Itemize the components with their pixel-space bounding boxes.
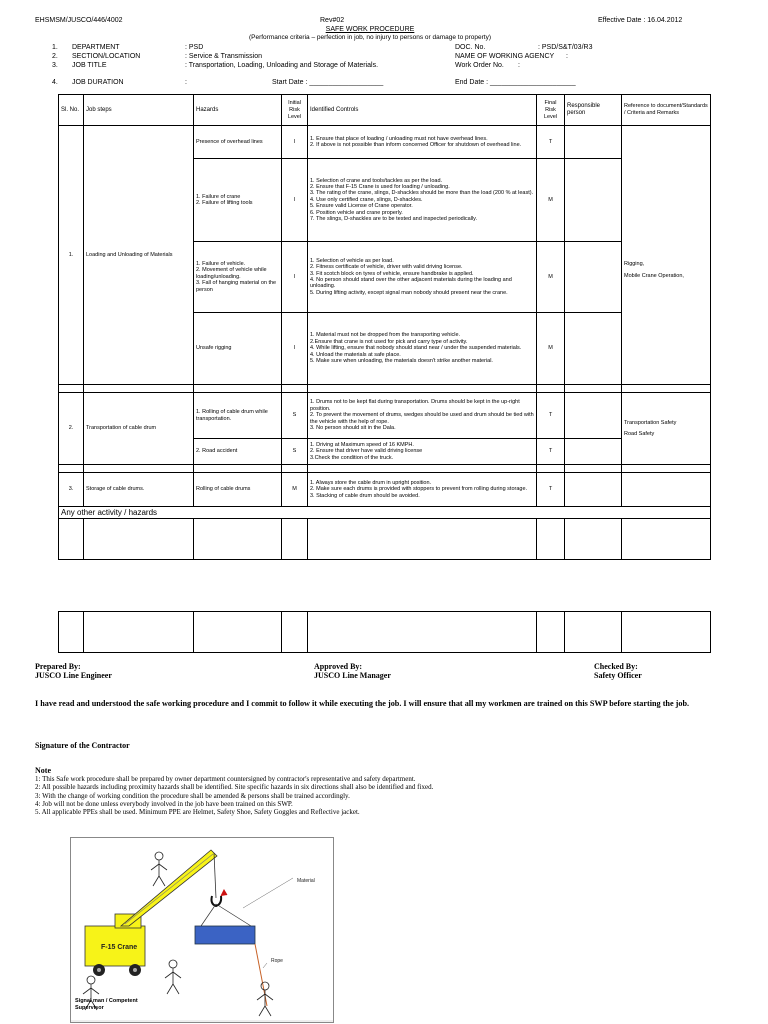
field-label-duration: JOB DURATION (72, 79, 124, 86)
field-value-agency: : (566, 53, 568, 60)
control-item: 2. Fitness certificate of vehicle, driver with valid driving license. (310, 264, 463, 271)
control-item: 2. If above is not possible than inform concerned Officer for shutdown of overhead line. (310, 142, 522, 148)
control-item: 1. Material must not be dropped from the transporting vehicle. (310, 332, 461, 339)
hazard-cell: 1. Failure of vehicle. 2. Movement of vehicle while loading/unloading. 3. Fall of hanging material on the person (194, 242, 282, 313)
job-step-cell: Storage of cable drums. (84, 473, 194, 507)
field-label-department: DEPARTMENT (72, 44, 120, 51)
control-item: 7. The slings, D-shackles are to be tested and inspected periodically. (310, 216, 478, 223)
field-num-1: 1. (52, 44, 58, 51)
crane-boom (121, 850, 217, 926)
field-num-3: 3. (52, 62, 58, 69)
final-risk-cell: M (537, 159, 565, 242)
approved-by-label: Approved By: (314, 662, 363, 671)
initial-risk-cell: I (282, 242, 308, 313)
responsible-cell (565, 126, 622, 159)
approved-by-value: JUSCO Line Manager (314, 671, 391, 680)
initial-risk-cell: M (282, 473, 308, 507)
field-label-section: SECTION/LOCATION (72, 53, 141, 60)
controls-cell (308, 313, 537, 385)
field-value-doc-no: : PSD/S&T/03/R3 (538, 44, 593, 51)
hazard-cell: Presence of overhead lines (194, 126, 282, 159)
final-risk-cell: T (537, 439, 565, 465)
reference-cell (622, 393, 711, 465)
control-item: 2. To prevent the movement of drums, wedges should be used and drum should be tied with the vehicle with the help of rope. (310, 412, 534, 425)
initial-risk-cell: S (282, 393, 308, 439)
reference-cell (622, 126, 711, 385)
field-num-4: 4. (52, 79, 58, 86)
field-num-2: 2. (52, 53, 58, 60)
final-risk-cell: M (537, 313, 565, 385)
hazard-cell: 1. Failure of crane 2. Failure of lifting tools (194, 159, 282, 242)
header-reference: Reference to document/Standards / Criteria and Remarks (622, 95, 711, 126)
controls-cell (308, 439, 537, 465)
control-item: 2. Make sure each drums is provided with stoppers to prevent from rolling during storage. (310, 486, 528, 493)
control-item: 3. Fit scotch block on tyres of vehicle, ensure handbrake is applied. (310, 270, 474, 277)
reference-item: Road Safety (624, 431, 655, 437)
header-responsible: Responsible person (565, 95, 622, 126)
control-item: 3. The rating of the crane, slings, D-shackles should be more than the load (200 % at least). (310, 190, 534, 197)
field-label-agency: NAME OF WORKING AGENCY (455, 53, 555, 60)
final-risk-cell: M (537, 242, 565, 313)
hazard-cell: 2. Road accident (194, 439, 282, 465)
header-controls: Identified Controls (308, 95, 537, 126)
hazard-cell: Rolling of cable drums (194, 473, 282, 507)
table-header-row (59, 95, 711, 126)
header-hazards: Hazards (194, 95, 282, 126)
table-row (59, 473, 711, 507)
hazard-cell: Unsafe rigging (194, 313, 282, 385)
material-block (195, 926, 255, 944)
hazard-cell: 1. Rolling of cable drum while transportation. (194, 393, 282, 439)
start-date: Start Date : ___________________ (272, 79, 384, 86)
header-initial: Initial Risk Level (282, 95, 308, 126)
table-row (59, 126, 711, 159)
responsible-cell (565, 473, 622, 507)
control-item: 1. Always store the cable drum in upright position. (310, 479, 432, 486)
prepared-by-label: Prepared By: (35, 662, 81, 671)
controls-cell (308, 126, 537, 159)
reference-item: Transportation Safety (624, 419, 677, 426)
final-risk-cell: T (537, 393, 565, 439)
final-risk-cell: T (537, 473, 565, 507)
signal-man-label: Signal man / Competent Supervisor (75, 998, 138, 1011)
doc-ref: EHSMSM/JUSCO/446/4002 (35, 17, 123, 24)
reference-item: Rigging, (624, 261, 645, 268)
reference-cell (622, 473, 711, 507)
control-item: 1. Ensure that place of loading / unloading must not have overhead lines. (310, 135, 488, 142)
responsible-cell (565, 393, 622, 439)
crane-diagram-svg (71, 838, 333, 1022)
sl-cell: 3. (59, 473, 84, 507)
field-label-work-order: Work Order No. (455, 62, 504, 69)
checked-by-label: Checked By: (594, 662, 638, 671)
field-label-doc-no: DOC. No. (455, 44, 486, 51)
control-item: 4. No person should stand over the other adjacent materials during the loading and unloading. (310, 277, 512, 290)
final-risk-cell: T (537, 126, 565, 159)
note-item: 4: Job will not be done unless everybody involved in the job have been trained on this SWP. (35, 799, 293, 808)
prepared-by-value: JUSCO Line Engineer (35, 671, 112, 680)
note-title: Note (35, 766, 51, 775)
responsible-cell (565, 159, 622, 242)
control-item: 3. No person should sit in the Dala. (310, 425, 396, 432)
swp-table (58, 94, 711, 560)
field-duration-colon: : (185, 79, 187, 86)
control-item: 5. During lifting activity, except signal man nobody should present near the crane. (310, 289, 508, 296)
controls-cell (308, 473, 537, 507)
job-step-cell: Transportation of cable drum (84, 393, 194, 465)
control-item: 2. Ensure that F-15 Crane is used for loading / unloading. (310, 183, 450, 190)
sl-cell: 1. (59, 126, 84, 385)
job-step-cell: Loading and Unloading of Materials (84, 126, 194, 385)
control-item: 4. Unload the materials at safe place. (310, 351, 401, 358)
responsible-cell (565, 439, 622, 465)
field-value-work-order: : (518, 62, 520, 69)
material-label: Material (297, 878, 315, 884)
field-label-job-title: JOB TITLE (72, 62, 107, 69)
blank-row (59, 612, 711, 653)
declaration-text: I have read and understood the safe working procedure and I commit to follow it while executing the job. I will ensure that all my workmen are trained on this SWP before starting the job. (35, 699, 690, 708)
rope-label: Rope (271, 958, 283, 964)
control-item: 1. Drums not to be kept flat during transportation. Drums should be kept in the up-right position. (310, 399, 520, 412)
note-item: 1: This Safe work procedure shall be prepared by owner department countersigned by contractor's representative and safety department. (35, 775, 416, 783)
field-value-department: : PSD (185, 44, 204, 51)
crane-label: F-15 Crane (101, 944, 138, 951)
blank-table (58, 611, 711, 653)
header-sl: Sl. No. (59, 95, 84, 126)
control-item: 2.Ensure that crane is not used for pick and carry type of activity. (310, 338, 468, 345)
control-item: 3. Stacking of cable drum should be avoided. (310, 492, 420, 499)
reference-item: Mobile Crane Operation, (624, 272, 684, 279)
spacer-row (59, 465, 711, 473)
effective-date: Effective Date : 16.04.2012 (598, 17, 683, 24)
person-icon (165, 960, 181, 994)
control-item: 2. Ensure that driver have valid driving license (310, 448, 423, 455)
note-list (35, 775, 755, 816)
spacer-row (59, 385, 711, 393)
field-value-section: : Service & Transmission (185, 53, 263, 60)
end-date: End Date : ______________________ (455, 79, 576, 86)
control-item: 1. Selection of crane and tools/tackles as per the load. (310, 177, 443, 184)
controls-cell (308, 242, 537, 313)
note-item: 2: All possible hazards including proximity hazards shall be identified. Site specific hazards in six directions shall also be identified and fixed. (35, 783, 434, 792)
other-activity-label: Any other activity / hazards (59, 507, 711, 519)
document-title: SAFE WORK PROCEDURE (325, 26, 415, 33)
initial-risk-cell: I (282, 126, 308, 159)
note-item: 5. All applicable PPEs shall be used. Minimum PPE are Helmet, Safety Shoe, Safety Goggles and Reflective jacket. (35, 808, 360, 817)
controls-cell (308, 159, 537, 242)
initial-risk-cell: I (282, 159, 308, 242)
control-item: 5. Make sure when unloading, the materials doesn't strike another material. (310, 358, 493, 365)
controls-cell (308, 393, 537, 439)
revision: Rev#02 (320, 17, 345, 24)
checked-by-value: Safety Officer (594, 671, 642, 680)
initial-risk-cell: I (282, 313, 308, 385)
crane-diagram (70, 837, 334, 1023)
sl-cell: 2. (59, 393, 84, 465)
control-item: 6. Position vehicle and crane properly. (310, 209, 403, 216)
responsible-cell (565, 242, 622, 313)
other-activity-row (59, 507, 711, 519)
control-item: 4. Use only certified crane, slings, D-shackles. (310, 196, 423, 203)
person-icon (151, 852, 167, 886)
header-steps: Job steps (84, 95, 194, 126)
field-value-job-title: : Transportation, Loading, Unloading and Storage of Materials. (185, 62, 379, 69)
control-item: 4. While lifting, ensure that nobody should stand near / under the suspended materials. (310, 345, 522, 352)
document-subtitle: (Performance criteria – perfection in job, no injury to persons or damage to property) (248, 34, 492, 41)
blank-row (59, 519, 711, 560)
control-item: 1. Selection of vehicle as per load. (310, 257, 394, 264)
header-final: Final Risk Level (537, 95, 565, 126)
control-item: 1. Driving at Maximum speed of 16 KMPH. (310, 441, 414, 448)
responsible-cell (565, 313, 622, 385)
note-item: 3: With the change of working condition the procedure shall be amended & persons shall be trained accordingly. (35, 791, 350, 800)
person-icon (257, 982, 273, 1016)
control-item: 5. Ensure valid License of Crane operator. (310, 203, 413, 210)
control-item: 3.Check the condition of the truck. (310, 454, 394, 461)
contractor-signature-label: Signature of the Contractor (35, 741, 130, 750)
table-row (59, 393, 711, 439)
initial-risk-cell: S (282, 439, 308, 465)
